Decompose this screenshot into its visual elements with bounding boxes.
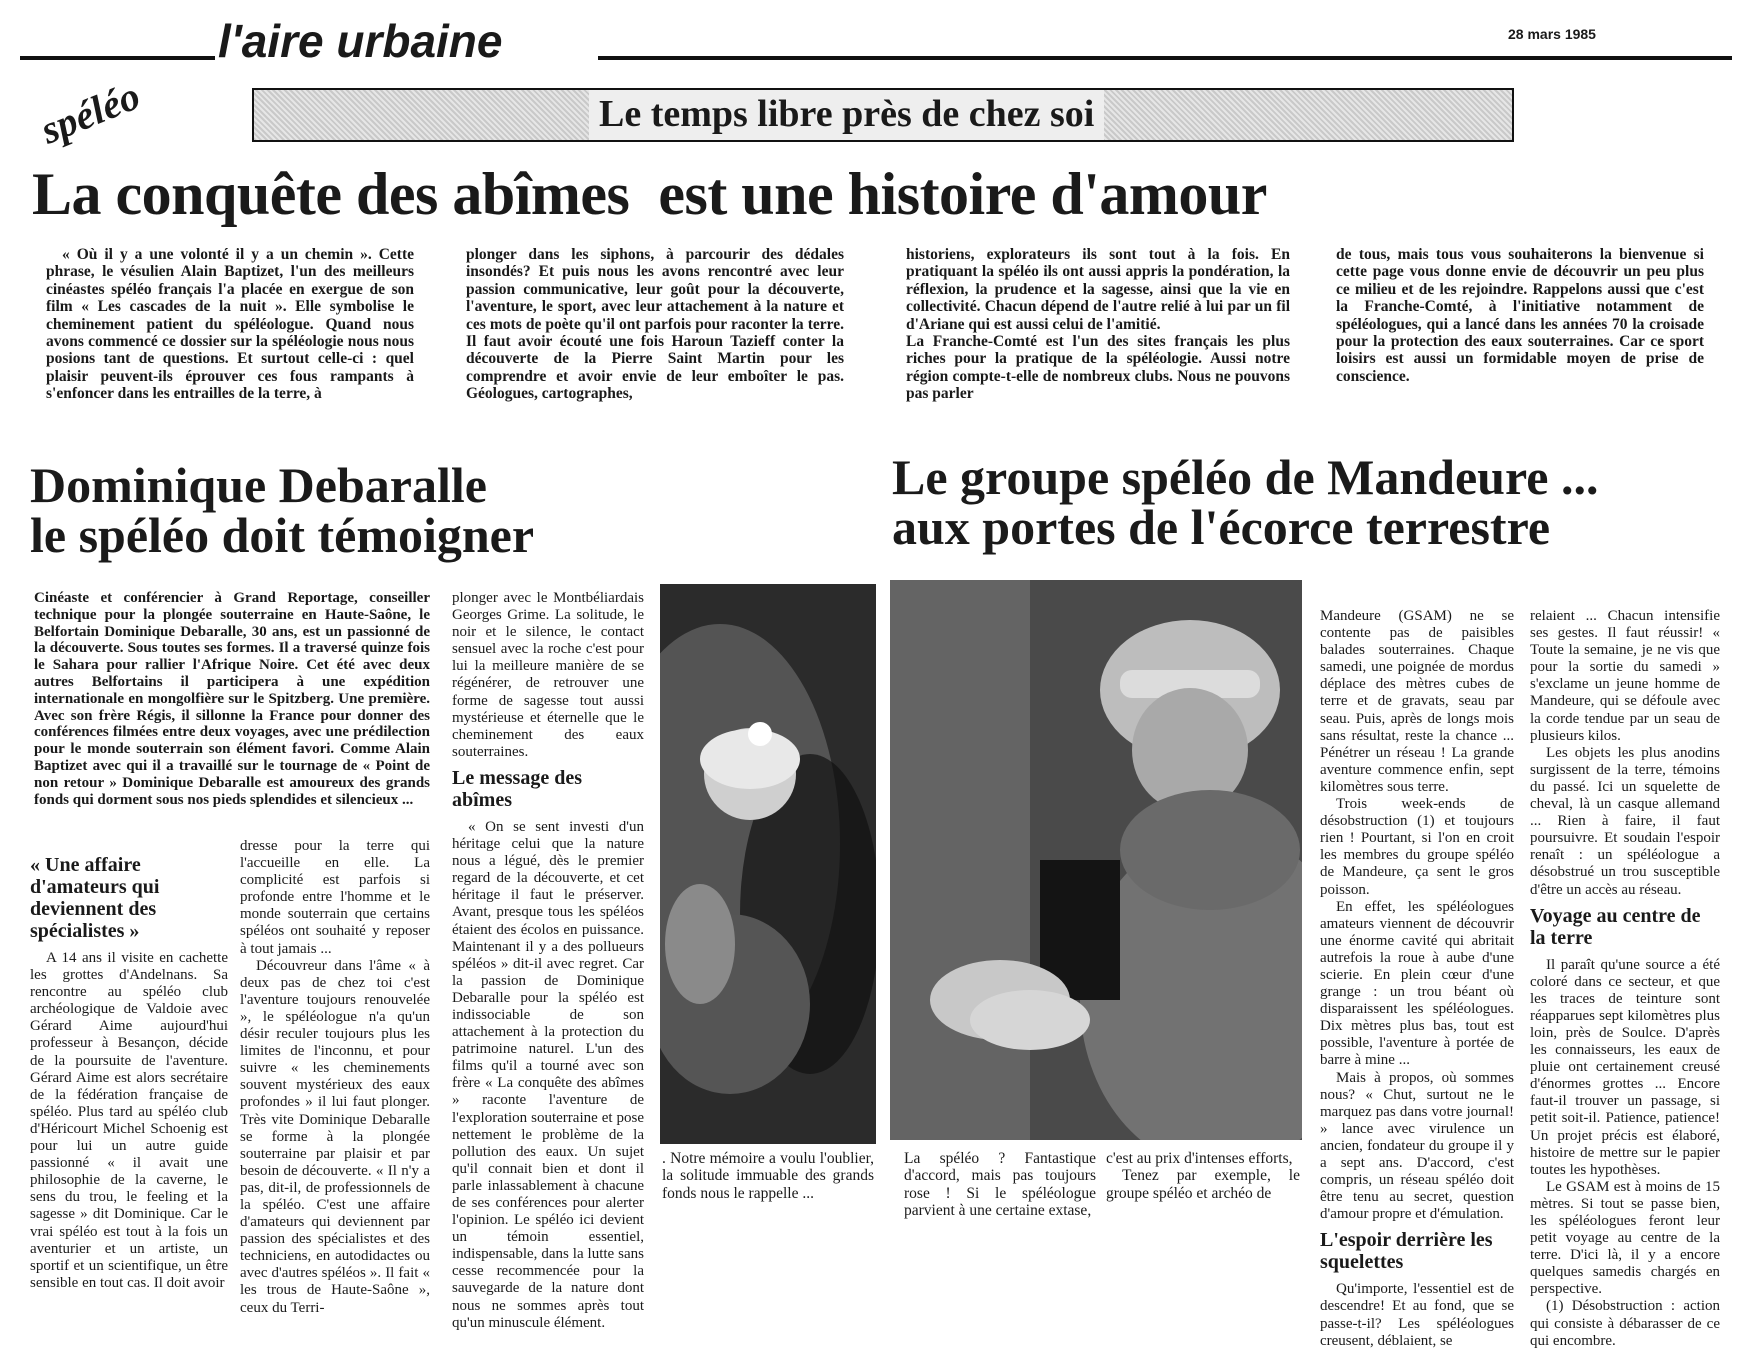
- left-story-column-2: [240, 838, 430, 1317]
- left-photo-caption: . Notre mémoire a voulu l'oublier, la solitude immuable des grands fonds nous le rappelle ...: [662, 1150, 874, 1202]
- lead-paragraph: Cinéaste et conférencier à Grand Reportage, conseiller technique pour la plongée souterraine en Haute-Saône, le Belfortain Dominique Debaralle, 30 ans, est un passionné de la découverte. Sous toutes ses formes. Il a traversé quinze fois le Sahara pour rallier l'Afrique Noire. Cet été avec deux autres Belfortains il participera à une expédition internationale en mongolfière sur le Spitzberg. Une première. Avec son frère Régis, il sillonne la France pour donner des conférences filmées entre deux voyages, avec une prédilection pour le monde souterrain son élément favori. Comme Alain Baptizet avec qui il a travaillé sur le tournage de « Point de non retour » Dominique Debaralle est amoureux des grands fonds qui dorment sous nos pieds splendides et silencieux ...: [34, 590, 430, 808]
- intro-paragraph: de tous, mais tous vous souhaiterons la bienvenue si cette page vous donne envie de découvrir un peu plus ce milieu et de les rejoindre. Rappelons aussi que c'est la Franche-Comté, à l'initiative notamment de spéléologues, qui a lancé dans les années 70 la croisade pour la protection des eaux souterraines. Car ce sport loisirs est aussi un formidable moyen de prise de conscience.: [1336, 246, 1704, 385]
- right-story-headline: [892, 449, 1599, 555]
- rubric-label: spéléo: [34, 72, 146, 153]
- intro-column-3: [906, 246, 1290, 403]
- section-title: l'aire urbaine: [218, 15, 503, 67]
- left-story-lead: [34, 590, 430, 808]
- left-subhead-2: Le message des abîmes: [452, 766, 582, 811]
- banner-title: Le temps libre près de chez soi: [589, 90, 1104, 140]
- masthead-rule-right: [598, 56, 1732, 60]
- caption-paragraph: Tenez par exemple, le groupe spéléo et archéo de: [1106, 1167, 1300, 1202]
- banner-box: [252, 88, 1514, 142]
- caver-photo-left: [660, 584, 876, 1144]
- caver-photo-left-image: [660, 584, 876, 1144]
- intro-column-4: [1336, 246, 1704, 385]
- right-story-column-2: [1530, 608, 1720, 1350]
- intro-paragraph: plonger dans les siphons, à parcourir des dédales insondés? Et puis nous les avons rencontré avec leur passion communicative, leur goût pour la découverte, l'aventure, le sport, avec leur attachement à la nature et ces mots de poète qu'il ont parfois pour raconter la terre. Il faut avoir écouté une fois Haroun Tazieff conter la découverte de la Pierre Saint Martin pour les comprendre et avoir envie de leur emboîter le pas. Géologues, cartographes,: [466, 246, 844, 403]
- left-headline-line-1: Dominique Debaralle: [30, 457, 487, 513]
- body-paragraph: A 14 ans il visite en cachette les grottes d'Andelnans. Sa rencontre au spéléo club archéologique de Valdoie avec Gérard Aime aujourd'hui professeur à Besançon, décide de la poursuite de l'aventure. Gérard Aime est alors secrétaire de la fédération française de spéléo. Plus tard au spéléo club d'Héricourt Michel Schoenig est pour lui un autre guide passionné « il avait une philosophie de la caverne, le sens du trou, le feeling et la sagesse » dit Dominique. Car le vrai spéléo est tout à la fois un aventurier et un artiste, un sportif et un scientifique, un être sensible en tout cas. Il doit avoir: [30, 950, 228, 1291]
- caver-photo-right-image: [890, 580, 1302, 1140]
- right-photo-caption-a: La spéléo ? Fantastique d'accord, mais pas toujours rose ! Si le spéléologue parvient à une certaine extase,: [904, 1150, 1096, 1220]
- left-story-column-1: [30, 848, 228, 1292]
- masthead-rule-left: [20, 56, 215, 60]
- body-paragraph: (1) Désobstruction : action qui consiste à débarasser de ce qui encombre.: [1530, 1298, 1720, 1349]
- right-subhead-2: Voyage au centre de la terre: [1530, 904, 1701, 949]
- body-paragraph: Mandeure (GSAM) ne se contente pas de paisibles balades souterraines. Chaque samedi, une poignée de mordus déplace des mètres cubes de terre et de gravats, seau par seau. Puis, après de longs mois sans résultat, reste la chance ... Pénétrer un réseau ! La grande aventure commence enfin, sept kilomètres sous terre.: [1320, 608, 1514, 795]
- intro-column-2: [466, 246, 844, 403]
- issue-date: 28 mars 1985: [1508, 26, 1596, 42]
- body-paragraph: Découvreur dans l'âme « à deux pas de chez toi c'est l'aventure toujours renouvelée », le spéléologue n'a qu'un désir reculer toujours plus les limites de l'inconnu, et pour suivre « les cheminements souvent mystérieux des eaux profondes » il lui faut plonger. Très vite Dominique Debaralle se forme à la plongée souterraine par plaisir et par besoin de découverte. « Il n'y a pas, dit-il, de professionnels de la spéléo. C'est une affaire d'amateurs qui deviennent par passion des spécialistes et des techniciens, en autodidactes ou avec d'autres spéléos ». Il fait « les trous de Haute-Saône », ceux du Terri-: [240, 957, 430, 1316]
- right-subhead-1: L'espoir derrière les squelettes: [1320, 1229, 1493, 1274]
- right-story-column-1: [1320, 608, 1514, 1350]
- body-paragraph: Il paraît qu'une source a été coloré dans ce secteur, et que les traces de teinture sont réapparues sept kilomètres plus loin, près de Soulce. D'après les connaisseurs, les eaux de pluie ont certainement creusé d'énormes grottes ... Encore faut-il trouver un passage, si petit soit-il. Patience, patience! Un projet précis est élaboré, histoire de mettre sur le papier toutes les hypothèses.: [1530, 956, 1720, 1178]
- body-paragraph: En effet, les spéléologues amateurs viennent de découvrir une énorme cavité qui abritait autrefois la roue à aube d'une scierie. En plein cœur d'une grange : un trou béant où disparaissent les spéléologues. Dix mètres plus bas, tout est possible, l'aventure à portée de barre à mine ...: [1320, 898, 1514, 1069]
- body-paragraph: « On se sent investi d'un héritage celui que la nature nous a légué, dès le premier regard de la découverte, et cet héritage il faut le préserver. Avant, presque tous les spéléos étaient des écolos en puissance. Maintenant il y a des pollueurs spéléos » dit-il avec regret. Car la passion de Dominique Debaralle pour la spéléo est indissociable de son attachement à la protection du patrimoine naturel. L'un des films qu'il a tourné avec son frère « La conquête des abîmes » raconte l'aventure de l'exploration souterraine et pose nettement le problème de la pollution des eaux. Un sujet qu'il connait bien et dont il parle inlassablement à chacune de ses conférences pour alerter l'opinion. Le spéléo ici devient un témoin essentiel, indispensable, dans la lutte sans cesse recommencée pour la sauvegarde de la nature dont nous ne sommes après tout qu'un minuscule élément.: [452, 818, 644, 1331]
- body-paragraph: relaient ... Chacun intensifie ses gestes. Il faut réussir! « Toute la semaine, je ne vis que pour la sortie du samedi » s'exclame un jeune homme de Mandeure, qui se défoule avec la corde tendue par un seau de plusieurs kilos.: [1530, 608, 1720, 744]
- caption-paragraph: c'est au prix d'intenses efforts,: [1106, 1150, 1293, 1167]
- intro-paragraph: historiens, explorateurs ils sont tout à la fois. En pratiquant la spéléo ils ont aussi appris la pondération, la réflexion, la prudence et la sagesse, ainsi que la vie en collectivité. Chacun dépend de l'autre relié à lui par un fil d'Ariane qui est aussi celui de l'amitié.: [906, 246, 1290, 333]
- main-headline: La conquête des abîmes est une histoire d'amour: [32, 161, 1267, 227]
- body-paragraph: dresse pour la terre qui l'accueille en elle. La complicité est parfois si profonde entre l'homme et le monde souterrain que certains spéléos ont souhaité y reposer à tout jamais ...: [240, 838, 430, 957]
- left-story-headline: [30, 457, 535, 563]
- body-paragraph: Le GSAM est à moins de 15 mètres. Si tout se passe bien, les spéléologues feront leur petit voyage au centre de la terre. D'ici là, il y a encore quelques samedis chargés en perspective.: [1530, 1178, 1720, 1298]
- body-paragraph: Mais à propos, où sommes nous? « Chut, surtout ne le marquez pas dans votre journal! » lance avec virulence un ancien, fondateur du groupe il y a sept ans. D'accord, c'est compris, un réseau spéléo doit être tenu au secret, question d'amour propre et d'émulation.: [1320, 1069, 1514, 1223]
- right-headline-line-2: aux portes de l'écorce terrestre: [892, 499, 1551, 555]
- intro-paragraph: La Franche-Comté est l'un des sites français les plus riches pour la pratique de la spéléologie. Aussi notre région compte-t-elle de nombreux clubs. Nous ne pouvons pas parler: [906, 333, 1290, 403]
- left-story-column-3: [452, 590, 644, 1332]
- body-paragraph: Trois week-ends de désobstruction (1) et toujours rien ! Pourtant, si l'on en croit les membres du groupe spéléo de Mandeure, ça sent le gros poisson.: [1320, 796, 1514, 898]
- body-paragraph: Les objets les plus anodins surgissent de la terre, témoins du passé. Ici un squelette de cheval, là un casque allemand ... Rien à faire, il faut poursuivre. Et soudain l'espoir renaît : un spéléologue a désobstrué un trou susceptible d'être un accès au réseau.: [1530, 744, 1720, 898]
- left-subhead-1: « Une affaire d'amateurs qui deviennent des spécialistes »: [30, 854, 160, 942]
- body-paragraph: Qu'importe, l'essentiel est de descendre! Et au fond, que se passe-t-il? Les spéléologues creusent, déblaient, se: [1320, 1281, 1514, 1349]
- caver-photo-right: [890, 580, 1302, 1140]
- right-photo-caption-b: [1106, 1150, 1300, 1202]
- intro-paragraph: « Où il y a une volonté il y a un chemin ». Cette phrase, le vésulien Alain Baptizet, l'un des meilleurs cinéastes spéléo français l'a placée en exergue de son film « Les cascades de la nuit ». Elle symbolise le cheminement patient du spéléologue. Quand nous avons commencé ce dossier sur la spéléologie nous nous posions tant de questions. Et surtout celle-ci : quel plaisir peuvent-ils éprouver ces fous rampants à s'enfoncer dans les entrailles de la terre, à: [46, 246, 414, 403]
- intro-column-1: [46, 246, 414, 403]
- right-headline-line-1: Le groupe spéléo de Mandeure ...: [892, 449, 1599, 505]
- body-paragraph: plonger avec le Montbéliardais Georges Grime. La solitude, le noir et le silence, le contact sensuel avec la roche c'est pour lui la meilleure manière de se régénérer, de retrouver une forme de sagesse tout aussi mystérieuse et éternelle que le cheminement des eaux souterraines.: [452, 590, 644, 760]
- left-headline-line-2: le spéléo doit témoigner: [30, 507, 535, 563]
